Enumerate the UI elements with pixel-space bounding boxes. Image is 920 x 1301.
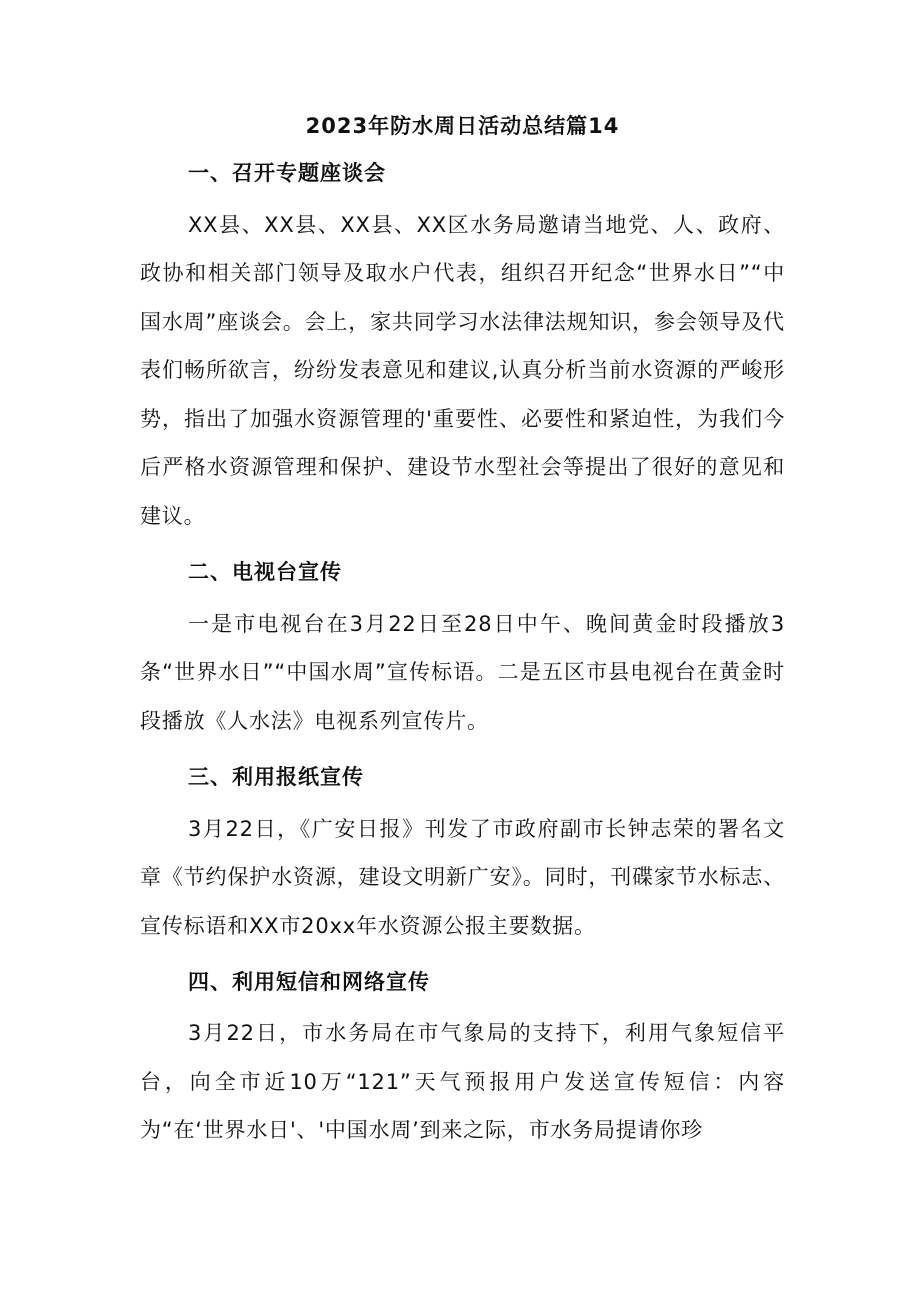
section-heading: 四、利用短信和网络宣传 — [188, 970, 430, 995]
section-paragraph: 3月22日，市水务局在市气象局的支持下，利用气象短信平台，向全市近10万“121”天气预报用户发送宣传短信：内容为“在‘世界水日'、'中国水周’到来之际，市水务局提请你珍 — [140, 1021, 785, 1143]
section-2 — [140, 558, 785, 745]
section-heading: 三、利用报纸宣传 — [188, 765, 364, 790]
section-heading: 二、电视台宣传 — [188, 560, 342, 585]
section-heading: 一、召开专题座谈会 — [188, 161, 386, 186]
section-3 — [140, 763, 785, 950]
section-paragraph: 3月22日，《广安日报》刊发了市政府副市长钟志荣的署名文章《节约保护水资源，建设文明新广安》。同时，刊碟家节水标志、宣传标语和XX市20xx年水资源公报主要数据。 — [140, 816, 785, 938]
document-title: 2023年防水周日活动总结篇14 — [305, 114, 620, 138]
section-paragraph: XX县、XX县、XX县、XX区水务局邀请当地党、人、政府、政协和相关部门领导及取水户代表，组织召开纪念“世界水日”“中国水周”座谈会。会上，家共同学习水法律法规知识，参会领导及代表们畅所欲言，纷纷发表意见和建议,认真分析当前水资源的严峻形势，指出了加强水资源管理的'重要性、必要性和紧迫性，为我们今后严格水资源管理和保护、建设节水型社会等提出了很好的意见和建议。 — [140, 212, 785, 528]
document-body — [140, 112, 785, 1155]
section-4 — [140, 968, 785, 1155]
section-1 — [140, 159, 785, 540]
section-paragraph: 一是市电视台在3月22日至28日中午、晚间黄金时段播放3条“世界水日”“中国水周”宣传标语。二是五区市县电视台在黄金时段播放《人水法》电视系列宣传片。 — [140, 611, 785, 733]
